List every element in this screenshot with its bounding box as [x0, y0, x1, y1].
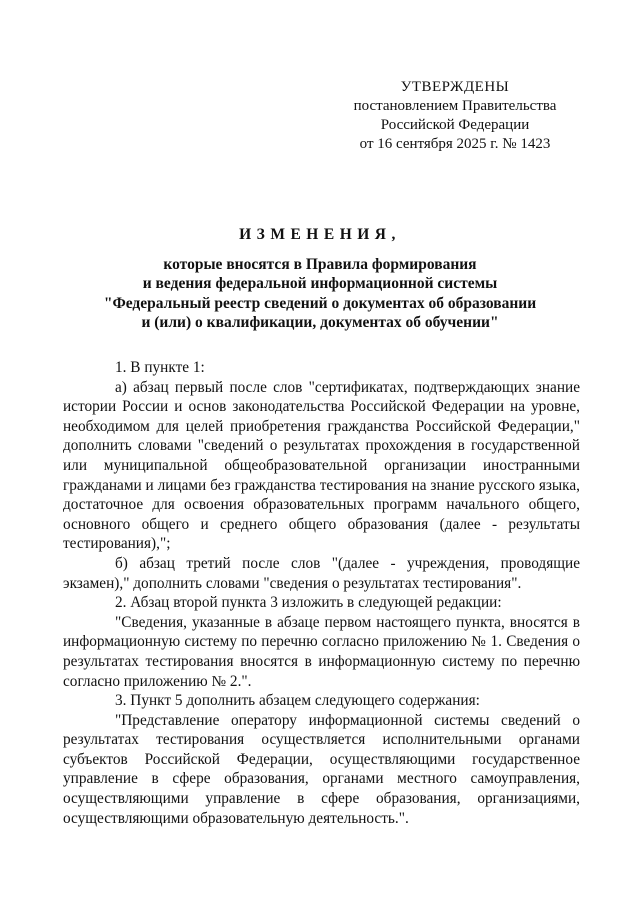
paragraph-2: а) абзац первый после слов "сертификатах, подтверждающих знание истории России и основ законодательства Российской Федерации на уровне, необходимом для целей приобретения гражданства Российской Федерации," дополнить словами "сведений о результатах прохождения в государственной или муниципальной общеобразовательной организации иностранными гражданами и лицами без гражданства тестирования на знание русского языка, достаточное для освоения образовательных программ начального общего, основного общего и среднего общего образования (далее - результаты тестирования),";: [63, 378, 580, 553]
title-line-4: и (или) о квалификации, документах об обучении": [141, 314, 499, 331]
document-body: [63, 358, 580, 828]
approval-block: [330, 78, 580, 154]
approval-line-2: Российской Федерации: [380, 117, 530, 133]
paragraph-7: "Представление оператору информационной системы сведений о результатах тестирования осуществляется исполнительными органами субъектов Российской Федерации, осуществляющими государственное управление в сфере образования, органами местного самоуправления, осуществляющими управление в сфере образования, организациями, осуществляющими образовательную деятельность.".: [63, 711, 580, 827]
approval-line-3: от 16 сентября 2025 г. № 1423: [359, 136, 551, 152]
paragraph-6: 3. Пункт 5 дополнить абзацем следующего содержания:: [115, 692, 480, 710]
approval-line-1: постановлением Правительства: [353, 98, 557, 114]
title-line-2: и ведения федеральной информационной системы: [142, 275, 498, 292]
paragraph-5: "Сведения, указанные в абзаце первом настоящего пункта, вносятся в информационную систему по перечню согласно приложению № 1. Сведения о результатах тестирования вносятся в информационную систему по перечню согласно приложению № 2.".: [63, 613, 580, 690]
paragraph-4: 2. Абзац второй пункта 3 изложить в следующей редакции:: [115, 594, 502, 612]
paragraph-3: б) абзац третий после слов "(далее - учреждения, проводящие экзамен)," дополнить словами "сведения о результатах тестирования".: [63, 554, 580, 592]
title-line-3: "Федеральный реестр сведений о документах об образовании: [103, 294, 537, 312]
title-line-1: которые вносятся в Правила формирования: [163, 255, 477, 273]
title-main: ИЗМЕНЕНИЯ,: [239, 226, 401, 243]
approval-heading: УТВЕРЖДЕНЫ: [400, 79, 510, 95]
paragraph-1: 1. В пункте 1:: [115, 359, 205, 376]
document-title: [60, 225, 580, 333]
